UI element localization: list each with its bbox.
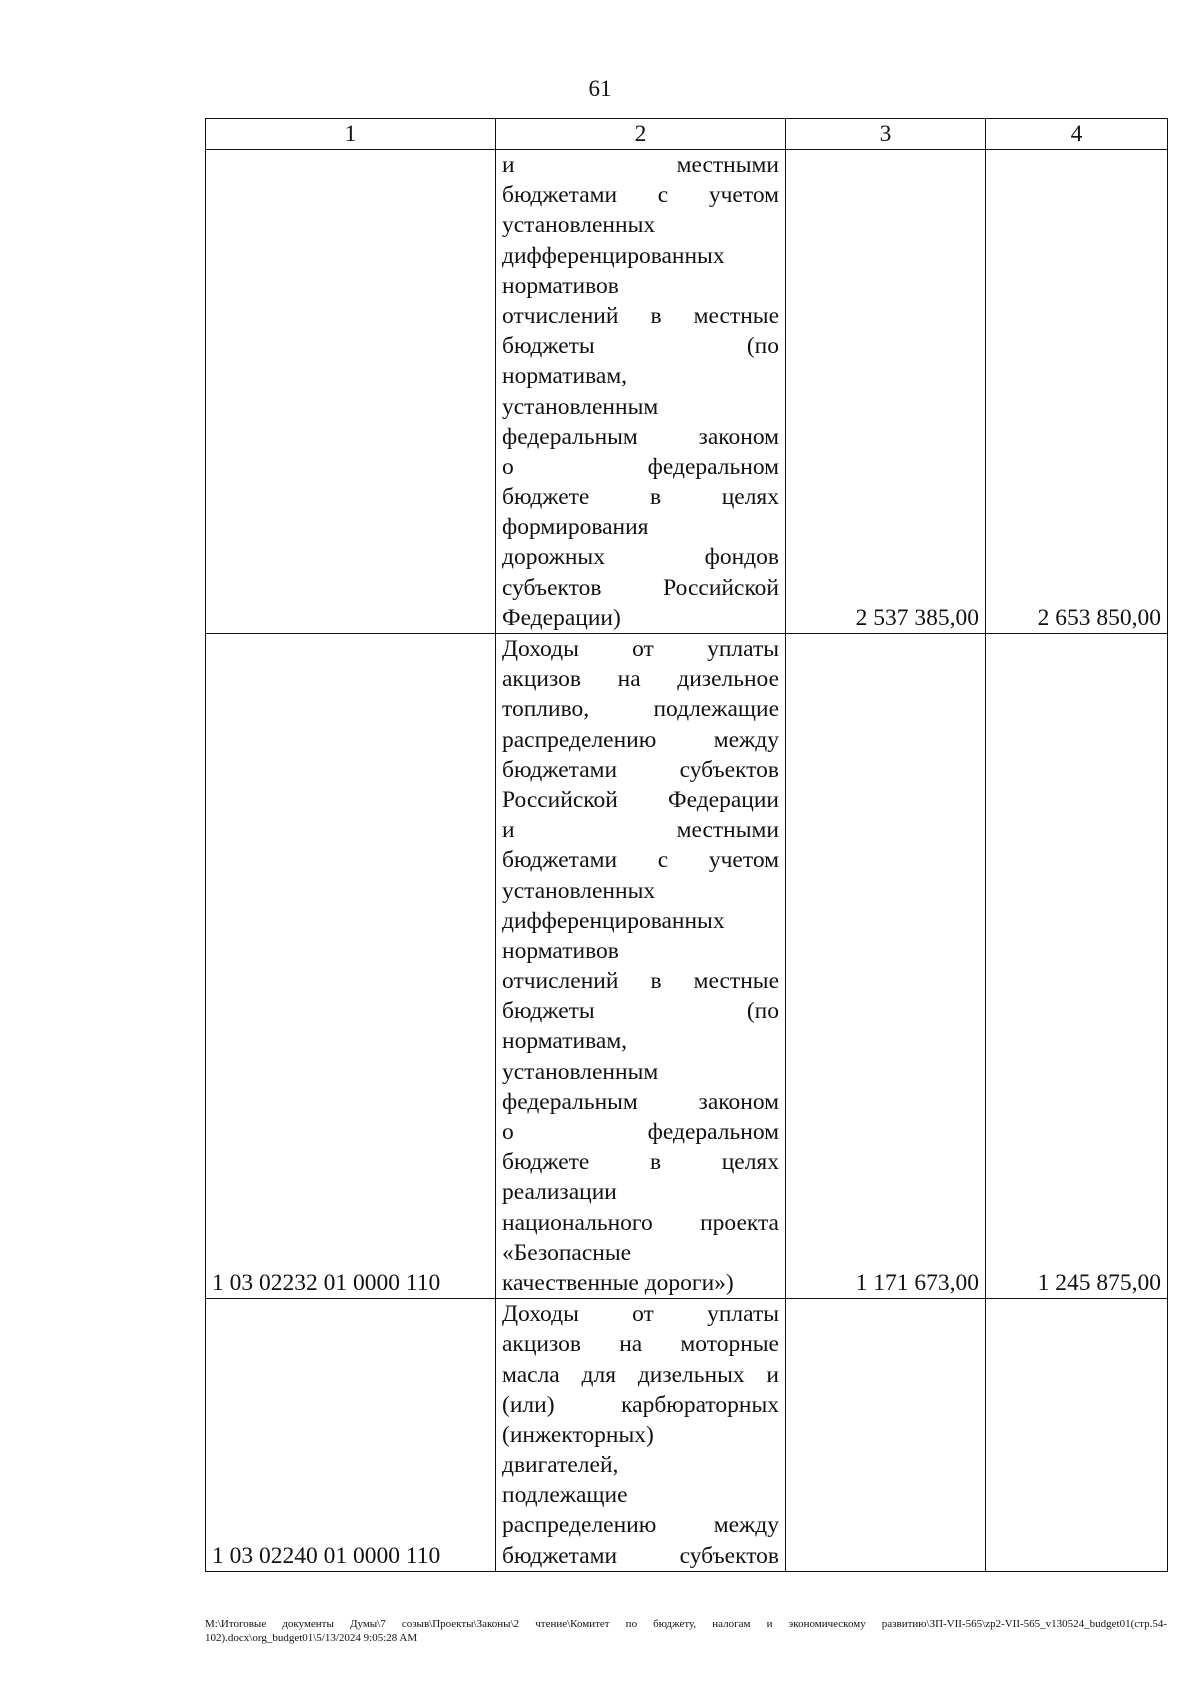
amount-column-4-cell [986,1299,1168,1572]
description-line: о федеральном [502,1119,779,1145]
description-cell [496,150,786,634]
description-line: федеральным законом [502,1088,779,1115]
column-header-1: 1 [206,119,496,150]
description-line: установленных [502,877,656,904]
description-line: дифференцированных [502,242,725,269]
description-line: установленным [502,1058,659,1085]
description-line: национального проекта [502,1209,779,1236]
description-line: установленных [502,212,656,239]
description-line: установленным [502,393,659,420]
description-line: масла для дизельных и [502,1361,779,1388]
description-line: дорожных фондов [502,544,779,571]
description-line: Федерации) [502,604,621,631]
description-line: нормативов [502,937,619,964]
description-line: бюджетами субъектов [502,1542,779,1569]
description-cell [496,634,786,1299]
description-line: о федеральном [502,453,779,480]
description-line: акцизов на дизельное [502,666,779,693]
budget-code-cell [206,150,496,634]
description-line: нормативов [502,272,619,299]
description-line: бюджете в целях [502,1149,779,1176]
description-line: подлежащие [502,1482,628,1509]
description-line: нормативам, [502,1028,628,1055]
budget-code-cell: 1 03 02240 01 0000 110 [206,1299,496,1572]
amount-column-4-cell: 2 653 850,00 [986,150,1168,634]
description-line: бюджеты (по [502,333,779,360]
amount-column-3-cell: 1 171 673,00 [786,634,986,1299]
description-line: реализации [502,1179,617,1206]
description-line: Доходы от уплаты [502,636,779,662]
table-row [206,1299,1168,1572]
file-path-footer: M:\Итоговые документы Думы\7 созыв\Проекты\Законы\2 чтение\Комитет по бюджету, налогам и экономическому развитию\ЗП-VII-565\zp2-VII-565_v130524_budget01(стр.54-102).docx\org_budget01\5/13/2024 9:05:28 AM [205,1618,1167,1644]
description-line: бюджеты (по [502,998,779,1025]
description-line: «Безопасные [502,1239,632,1266]
description-line: отчислений в местные [502,302,779,329]
column-header-4: 4 [986,119,1168,150]
description-line: субъектов Российской [502,574,779,601]
description-line: и местными [502,152,779,178]
amount-column-4-cell: 1 245 875,00 [986,634,1168,1299]
description-line: двигателей, [502,1452,619,1479]
page-number: 61 [588,76,612,101]
table-body [206,150,1168,1572]
description-line: нормативам, [502,363,628,390]
description-line: (инжекторных) [502,1421,654,1448]
budget-code-cell: 1 03 02232 01 0000 110 [206,634,496,1299]
description-cell [496,1299,786,1572]
description-line: Доходы от уплаты [502,1301,779,1328]
description-line: распределению между [502,726,779,753]
description-line: качественные дороги») [502,1269,734,1296]
description-line: распределению между [502,1512,779,1539]
description-line: топливо, подлежащие [502,696,779,723]
budget-table [205,118,1168,1572]
description-line: бюджетами субъектов [502,756,779,783]
description-line: бюджетами с учетом [502,847,779,874]
table-row [206,634,1168,1299]
description-line: (или) карбюраторных [502,1391,779,1418]
description-line: бюджетами с учетом [502,182,779,209]
table-header-row [206,119,1168,150]
description-line: Российской Федерации [502,786,779,813]
description-line: акцизов на моторные [502,1331,779,1358]
description-line: федеральным законом [502,423,779,450]
table-row [206,150,1168,634]
description-line: отчислений в местные [502,968,779,995]
description-line: дифференцированных [502,907,725,934]
amount-column-3-cell [786,1299,986,1572]
description-line: формирования [502,514,649,541]
column-header-2: 2 [496,119,786,150]
description-line: бюджете в целях [502,484,779,511]
amount-column-3-cell: 2 537 385,00 [786,150,986,634]
column-header-3: 3 [786,119,986,150]
description-line: и местными [502,817,779,844]
